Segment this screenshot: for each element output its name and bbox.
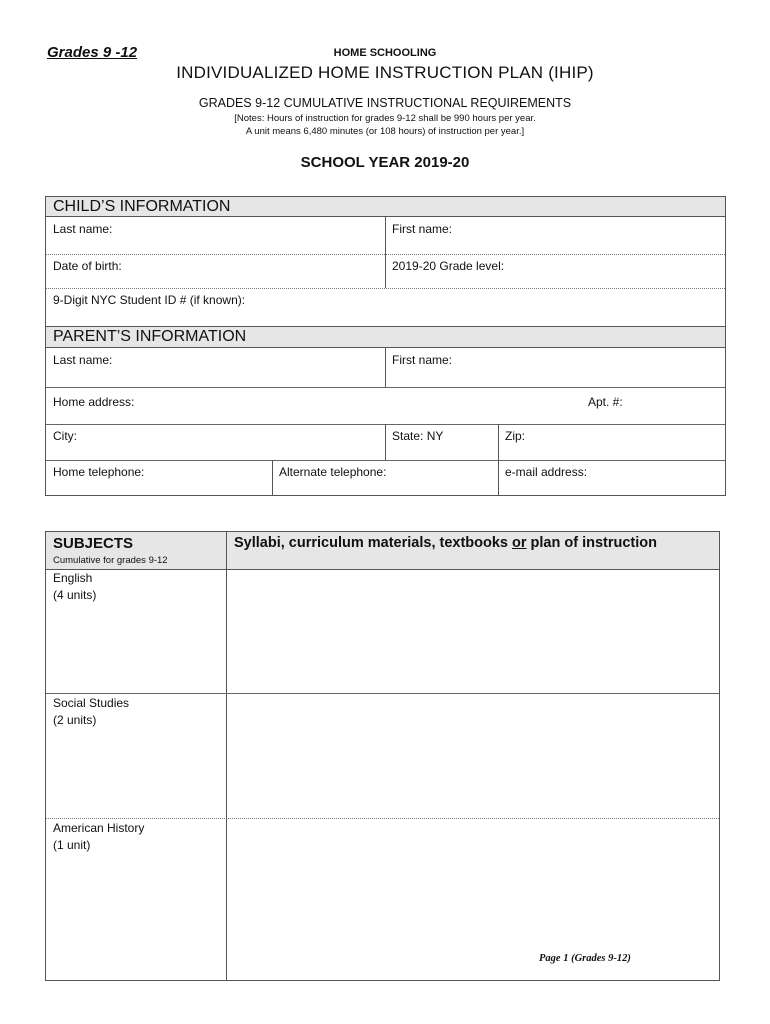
syllabi-heading-text: Syllabi, curriculum materials, textbooks: [234, 535, 513, 551]
zip-field[interactable]: Zip:: [505, 429, 526, 443]
syllabi-heading: [234, 535, 657, 551]
subject-name: American History: [53, 821, 145, 835]
english-syllabus-field[interactable]: [227, 570, 719, 693]
email-field[interactable]: e-mail address:: [505, 465, 588, 479]
home-telephone-field[interactable]: Home telephone:: [53, 465, 145, 479]
home-address-field[interactable]: Home address:: [53, 395, 135, 409]
note-line-1: [Notes: Hours of instruction for grades 9-12 shall be 990 hours per year.: [234, 113, 536, 124]
page-title: INDIVIDUALIZED HOME INSTRUCTION PLAN (IHIP): [176, 63, 594, 82]
city-field[interactable]: City:: [53, 429, 77, 443]
subject-social-studies: [53, 695, 129, 729]
note-line-2: A unit means 6,480 minutes (or 108 hours) of instruction per year.]: [245, 126, 525, 137]
page-footer: Page 1 (Grades 9-12): [539, 953, 631, 964]
child-dob-field[interactable]: Date of birth:: [53, 259, 122, 273]
child-last-name-field[interactable]: Last name:: [53, 222, 113, 236]
child-info-heading: CHILD’S INFORMATION: [46, 197, 725, 217]
grade-label: Grades 9 -12: [47, 44, 138, 61]
child-info-section: [45, 196, 726, 327]
child-student-id-field[interactable]: 9-Digit NYC Student ID # (if known):: [53, 293, 246, 307]
requirements-heading: GRADES 9-12 CUMULATIVE INSTRUCTIONAL REQUIREMENTS: [198, 96, 572, 110]
subject-american-history: [53, 820, 144, 854]
american-history-syllabus-field[interactable]: [227, 819, 719, 980]
child-grade-level-field[interactable]: 2019-20 Grade level:: [392, 259, 505, 273]
subject-name: Social Studies: [53, 696, 130, 710]
social-studies-syllabus-field[interactable]: [227, 694, 719, 818]
parent-first-name-field[interactable]: First name:: [392, 353, 453, 367]
school-year: SCHOOL YEAR 2019-20: [300, 154, 470, 171]
state-field[interactable]: State: NY: [392, 429, 444, 443]
subjects-heading: SUBJECTS: [53, 535, 134, 552]
subjects-table: [45, 531, 720, 981]
subject-units: (2 units): [53, 713, 97, 727]
alternate-telephone-field[interactable]: Alternate telephone:: [279, 465, 387, 479]
subjects-note: Cumulative for grades 9-12: [53, 555, 168, 566]
subject-units: (1 unit): [53, 838, 91, 852]
subject-name: English: [53, 571, 93, 585]
syllabi-heading-or: or: [512, 535, 527, 551]
parent-info-section: [45, 326, 726, 496]
child-first-name-field[interactable]: First name:: [392, 222, 453, 236]
apt-field[interactable]: Apt. #:: [588, 395, 623, 409]
subject-english: [53, 570, 96, 604]
subject-units: (4 units): [53, 588, 97, 602]
parent-last-name-field[interactable]: Last name:: [53, 353, 113, 367]
parent-info-heading: PARENT’S INFORMATION: [46, 327, 725, 348]
syllabi-heading-text: plan of instruction: [526, 535, 658, 551]
home-schooling-heading: HOME SCHOOLING: [333, 47, 437, 59]
